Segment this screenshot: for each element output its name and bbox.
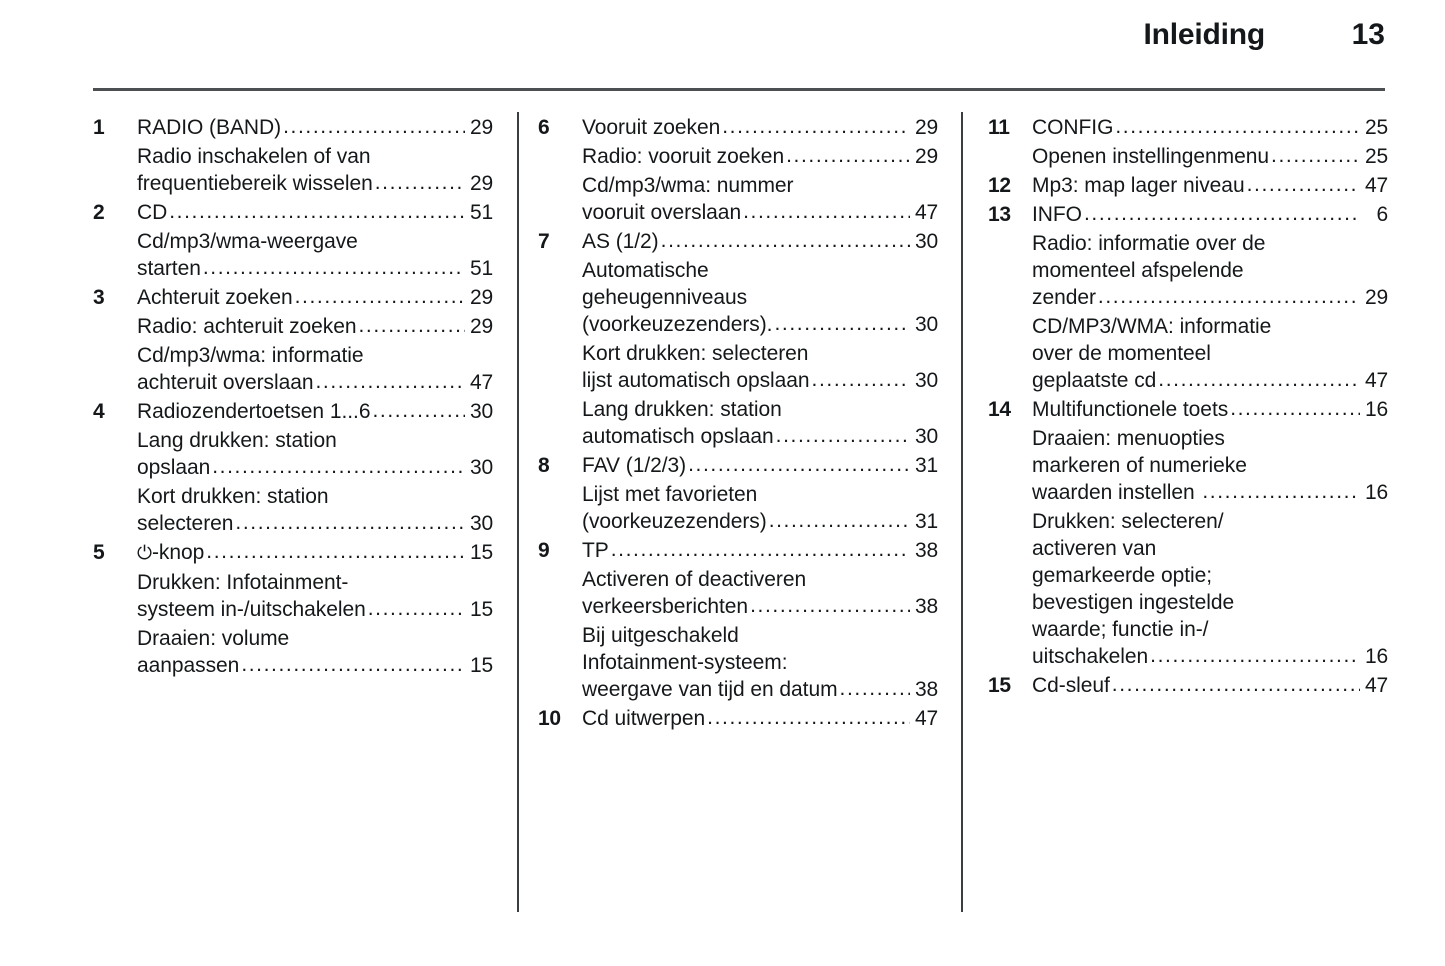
toc-entry-text-line: Lang drukken: station	[582, 398, 782, 421]
toc-entry-label: achteruit overslaan	[137, 371, 314, 394]
dot-leader	[722, 113, 910, 140]
toc-entry-last-line	[582, 676, 938, 703]
dot-leader	[203, 254, 465, 281]
toc-subentry[interactable]	[538, 172, 938, 226]
toc-entry-text-line: bevestigen ingestelde	[1032, 591, 1235, 614]
dot-leader	[206, 538, 465, 565]
toc-entry-number: 3	[93, 286, 105, 309]
toc-entry-text-line: Automatische	[582, 259, 709, 282]
toc-entry-last-line	[1032, 143, 1388, 170]
toc-column-3	[988, 112, 1388, 918]
toc-entry-page-number: 15	[470, 541, 493, 564]
column-divider-1	[517, 112, 519, 912]
toc-entry-text-line: Infotainment-systeem:	[582, 651, 788, 674]
toc-entry-page-number: 38	[915, 539, 938, 562]
toc-subentry[interactable]	[93, 313, 493, 340]
toc-entry-label: CD	[137, 201, 168, 224]
toc-entry-number: 9	[538, 539, 550, 562]
power-icon: ⏻	[137, 542, 152, 564]
toc-entry-page-number: 51	[470, 201, 493, 224]
toc-entry-number: 14	[988, 398, 1011, 421]
dot-leader	[707, 704, 910, 731]
toc-entry-label: lijst automatisch opslaan	[582, 369, 810, 392]
toc-entry-page-number: 47	[1365, 174, 1388, 197]
toc-subentry[interactable]	[93, 342, 493, 396]
toc-entry-last-line	[137, 313, 493, 340]
toc-entry-last-line	[582, 367, 938, 394]
dot-leader	[812, 366, 910, 393]
toc-entry-body	[1032, 172, 1388, 199]
dot-leader	[1247, 171, 1360, 198]
toc-entry-text-line: activeren van	[1032, 537, 1157, 560]
toc-entry-number: 15	[988, 674, 1011, 697]
dot-leader	[212, 453, 465, 480]
toc-entry-label: (voorkeuzezenders)	[582, 510, 767, 533]
toc-entry-page-number: 31	[915, 454, 938, 477]
toc-entry-last-line	[137, 510, 493, 537]
dot-leader	[786, 142, 910, 169]
toc-entry-last-line	[1032, 172, 1388, 199]
toc-entry-text-line: Kort drukken: station	[137, 485, 329, 508]
toc-entry[interactable]	[988, 201, 1388, 228]
toc-entry-page-number: 47	[915, 201, 938, 224]
toc-entry-text-line: markeren of numerieke	[1032, 454, 1247, 477]
dot-leader	[688, 451, 910, 478]
toc-entry-last-line	[137, 369, 493, 396]
toc-entry-text-line: Draaien: menuopties	[1032, 427, 1225, 450]
dot-leader	[1271, 142, 1360, 169]
dot-leader	[1202, 478, 1360, 505]
toc-subentry[interactable]	[538, 340, 938, 394]
toc-entry-body	[137, 569, 493, 623]
toc-entry-label: Achteruit zoeken	[137, 286, 293, 309]
dot-leader	[1150, 642, 1360, 669]
toc-entry-label: Radio: vooruit zoeken	[582, 145, 785, 168]
toc-entry-page-number: 16	[1365, 481, 1388, 504]
toc-entry-last-line	[1032, 367, 1388, 394]
toc-entry-label: INFO	[1032, 203, 1082, 226]
dot-leader	[235, 509, 465, 536]
toc-entry[interactable]	[988, 172, 1388, 199]
toc-entry[interactable]	[538, 114, 938, 141]
toc-entry-body	[1032, 396, 1388, 423]
toc-entry-page-number: 51	[470, 257, 493, 280]
toc-entry-body	[582, 537, 938, 564]
toc-entry-page-number: 30	[470, 512, 493, 535]
dot-leader	[1112, 671, 1360, 698]
toc-entry-label: selecteren	[137, 512, 234, 535]
toc-entry[interactable]	[538, 228, 938, 255]
toc-entry-last-line	[1032, 284, 1388, 311]
toc-entry-last-line	[1032, 672, 1388, 699]
toc-entry-page-number: 29	[470, 315, 493, 338]
toc-entry[interactable]	[538, 537, 938, 564]
dot-leader	[611, 536, 910, 563]
toc-entry-last-line	[1032, 643, 1388, 670]
toc-entry-last-line	[582, 705, 938, 732]
dot-leader	[241, 651, 465, 678]
dot-leader	[743, 198, 910, 225]
toc-entry-body	[582, 172, 938, 226]
toc-entry-text-line: Draaien: volume	[137, 627, 290, 650]
toc-entry-page-number: 38	[915, 678, 938, 701]
toc-entry-body	[137, 342, 493, 396]
header-divider-rule	[93, 88, 1385, 91]
toc-entry-page-number: 15	[470, 598, 493, 621]
toc-entry-last-line	[137, 284, 493, 311]
dot-leader	[840, 675, 910, 702]
toc-entry-last-line	[137, 454, 493, 481]
toc-entry-text-line: Lijst met favorieten	[582, 483, 758, 506]
dot-leader	[1158, 366, 1360, 393]
toc-entry-last-line	[582, 143, 938, 170]
toc-entry-label: ⏻-knop	[137, 541, 205, 564]
toc-entry-body	[137, 539, 493, 567]
toc-entry-label: automatisch opslaan	[582, 425, 774, 448]
toc-entry[interactable]	[93, 539, 493, 567]
toc-entry-text-line: Cd/mp3/wma: nummer	[582, 174, 794, 197]
toc-entry-last-line	[1032, 396, 1388, 423]
toc-entry-number: 13	[988, 203, 1011, 226]
toc-entry-page-number: 47	[470, 371, 493, 394]
dot-leader	[295, 283, 465, 310]
toc-entry-body	[582, 228, 938, 255]
toc-entry-body	[582, 705, 938, 732]
toc-entry-body	[582, 566, 938, 620]
toc-subentry[interactable]	[93, 483, 493, 537]
toc-entry-number: 10	[538, 707, 561, 730]
toc-entry-last-line	[1032, 114, 1388, 141]
toc-entry-number: 4	[93, 400, 105, 423]
toc-subentry[interactable]	[93, 143, 493, 197]
toc-entry[interactable]	[988, 114, 1388, 141]
page-header	[93, 20, 1385, 82]
toc-entry-last-line	[582, 423, 938, 450]
toc-entry-body	[1032, 508, 1388, 670]
dot-leader	[283, 113, 465, 140]
toc-entry-body	[137, 284, 493, 311]
toc-entry-page-number: 29	[470, 172, 493, 195]
toc-entry-label: Multifunctionele toets	[1032, 398, 1229, 421]
toc-entry-last-line	[1032, 479, 1388, 506]
toc-entry-number: 11	[988, 116, 1010, 139]
toc-entry-body	[1032, 114, 1388, 141]
toc-entry-number: 7	[538, 230, 550, 253]
toc-entry[interactable]	[538, 452, 938, 479]
toc-entry-last-line	[582, 311, 938, 338]
toc-entry-label: aanpassen	[137, 654, 240, 677]
toc-entry-last-line	[582, 537, 938, 564]
toc-subentry[interactable]	[93, 228, 493, 282]
toc-entry-last-line	[137, 170, 493, 197]
toc-entry-number: 2	[93, 201, 105, 224]
toc-entry-text-line: Activeren of deactiveren	[582, 568, 807, 591]
toc-entry-text-line: Bij uitgeschakeld	[582, 624, 739, 647]
toc-entry-page-number: 25	[1365, 116, 1388, 139]
toc-subentry[interactable]	[988, 143, 1388, 170]
toc-entry-page-number: 38	[915, 595, 938, 618]
toc-entry-last-line	[137, 596, 493, 623]
toc-entry-page-number: 30	[915, 313, 938, 336]
toc-entry-body	[1032, 230, 1388, 311]
toc-entry-body	[582, 396, 938, 450]
toc-entry-body	[137, 313, 493, 340]
toc-entry-text-line: geheugenniveaus	[582, 286, 748, 309]
toc-entry-page-number: 16	[1365, 645, 1388, 668]
toc-entry-text-line: Drukken: selecteren/	[1032, 510, 1224, 533]
toc-entry-body	[582, 481, 938, 535]
toc-entry-text-line: CD/MP3/WMA: informatie	[1032, 315, 1272, 338]
dot-leader	[776, 422, 910, 449]
toc-entry-last-line	[582, 228, 938, 255]
toc-entry-body	[582, 622, 938, 703]
dot-leader	[368, 595, 465, 622]
toc-entry-page-number: 15	[470, 654, 493, 677]
toc-entry-label: opslaan	[137, 456, 211, 479]
dot-leader	[375, 169, 465, 196]
toc-entry-last-line	[137, 199, 493, 226]
toc-entry-body	[137, 483, 493, 537]
dot-leader	[1115, 113, 1360, 140]
toc-entry-page-number: 29	[1365, 286, 1388, 309]
toc-entry-text-line: Radio inschakelen of van	[137, 145, 371, 168]
toc-entry-body	[582, 114, 938, 141]
toc-column-1	[93, 112, 493, 918]
dot-leader	[769, 507, 910, 534]
toc-entry-label: (voorkeuzezenders).	[582, 313, 773, 336]
toc-entry-label: geplaatste cd	[1032, 369, 1157, 392]
toc-entry-label: verkeersberichten	[582, 595, 749, 618]
toc-entry-number: 5	[93, 541, 105, 564]
toc-entry-last-line	[137, 398, 493, 425]
toc-entry-body	[582, 143, 938, 170]
toc-entry-label: systeem in-/uitschakelen	[137, 598, 366, 621]
toc-entry-body	[1032, 672, 1388, 699]
toc-entry-last-line	[1032, 201, 1388, 228]
toc-entry-page-number: 29	[470, 286, 493, 309]
column-divider-2	[961, 112, 963, 912]
toc-entry-label: frequentiebereik wisselen	[137, 172, 373, 195]
toc-entry-page-number: 30	[915, 369, 938, 392]
toc-subentry[interactable]	[538, 257, 938, 338]
toc-entry-text-line: over de momenteel	[1032, 342, 1211, 365]
toc-entry-label: Cd uitwerpen	[582, 707, 706, 730]
toc-entry-label: AS (1/2)	[582, 230, 659, 253]
toc-entry-label: waarden instellen	[1032, 481, 1201, 504]
dot-leader	[661, 227, 910, 254]
toc-entry-last-line	[582, 593, 938, 620]
toc-entry-page-number: 30	[470, 456, 493, 479]
toc-entry-text-line: Radio: informatie over de	[1032, 232, 1266, 255]
toc-entry[interactable]	[988, 672, 1388, 699]
toc-entry[interactable]	[93, 114, 493, 141]
toc-entry-body	[137, 398, 493, 425]
toc-entry-page-number: 47	[1365, 369, 1388, 392]
toc-entry-number: 6	[538, 116, 550, 139]
toc-entry-text-line: momenteel afspelende	[1032, 259, 1244, 282]
toc-entry-body	[137, 143, 493, 197]
toc-subentry[interactable]	[538, 143, 938, 170]
dot-leader	[169, 198, 465, 225]
toc-entry-body	[582, 340, 938, 394]
toc-entry-body	[1032, 313, 1388, 394]
toc-columns	[0, 112, 1445, 918]
page-number: 13	[1351, 18, 1385, 51]
toc-entry-label: TP	[582, 539, 609, 562]
dot-leader	[1084, 200, 1360, 227]
toc-entry-page-number: 16	[1365, 398, 1388, 421]
toc-subentry[interactable]	[538, 622, 938, 703]
toc-subentry[interactable]	[538, 481, 938, 535]
toc-entry-text-line: waarde; functie in-/	[1032, 618, 1209, 641]
toc-entry-page-number: 6	[1376, 203, 1388, 226]
dot-leader	[372, 397, 465, 424]
toc-entry-last-line	[582, 199, 938, 226]
toc-entry-last-line	[582, 508, 938, 535]
toc-entry-label: CONFIG	[1032, 116, 1114, 139]
toc-entry-label: FAV (1/2/3)	[582, 454, 687, 477]
toc-entry-last-line	[137, 255, 493, 282]
toc-entry[interactable]	[93, 284, 493, 311]
toc-entry-label: Openen instellingenmenu	[1032, 145, 1270, 168]
toc-entry-label: Mp3: map lager niveau	[1032, 174, 1245, 197]
toc-entry-label: starten	[137, 257, 201, 280]
toc-entry-body	[137, 114, 493, 141]
toc-entry-page-number: 47	[915, 707, 938, 730]
toc-entry-last-line	[137, 114, 493, 141]
dot-leader	[774, 310, 910, 337]
toc-entry-body	[1032, 143, 1388, 170]
toc-entry-label: uitschakelen	[1032, 645, 1149, 668]
toc-entry-label: Cd-sleuf	[1032, 674, 1110, 697]
toc-subentry[interactable]	[93, 569, 493, 623]
toc-subentry[interactable]	[538, 396, 938, 450]
toc-entry-text-line: gemarkeerde optie;	[1032, 564, 1213, 587]
toc-subentry[interactable]	[988, 425, 1388, 506]
toc-entry[interactable]	[93, 199, 493, 226]
toc-entry-page-number: 29	[470, 116, 493, 139]
toc-entry-page-number: 30	[470, 400, 493, 423]
dot-leader	[315, 368, 465, 395]
toc-entry-body	[582, 452, 938, 479]
toc-entry-page-number: 30	[915, 425, 938, 448]
dot-leader	[358, 312, 465, 339]
dot-leader	[750, 592, 910, 619]
toc-entry-page-number: 30	[915, 230, 938, 253]
toc-entry-last-line	[137, 652, 493, 679]
toc-entry-text-line: Drukken: Infotainment-	[137, 571, 349, 594]
toc-entry-page-number: 29	[915, 116, 938, 139]
toc-entry-page-number: 31	[915, 510, 938, 533]
toc-column-2	[538, 112, 938, 918]
toc-entry-last-line	[137, 539, 493, 567]
toc-entry-number: 1	[93, 116, 105, 139]
toc-subentry[interactable]	[988, 508, 1388, 670]
page-title: Inleiding	[1143, 18, 1265, 51]
toc-entry-body	[582, 257, 938, 338]
toc-entry-text-line: Cd/mp3/wma-weergave	[137, 230, 358, 253]
toc-entry-body	[137, 228, 493, 282]
toc-entry-page-number: 47	[1365, 674, 1388, 697]
toc-subentry[interactable]	[988, 313, 1388, 394]
toc-entry-text-line: Kort drukken: selecteren	[582, 342, 809, 365]
toc-entry[interactable]	[538, 705, 938, 732]
toc-entry-label: Radio: achteruit zoeken	[137, 315, 357, 338]
toc-subentry[interactable]	[93, 625, 493, 679]
toc-entry-body	[137, 199, 493, 226]
dot-leader	[1098, 283, 1360, 310]
toc-entry-label: Radiozendertoetsen 1...6	[137, 400, 371, 423]
toc-subentry[interactable]	[93, 427, 493, 481]
toc-entry-body	[137, 427, 493, 481]
toc-entry[interactable]	[988, 396, 1388, 423]
toc-entry-label: RADIO (BAND)	[137, 116, 282, 139]
toc-entry-text-line: Lang drukken: station	[137, 429, 337, 452]
toc-entry-body	[1032, 425, 1388, 506]
toc-subentry[interactable]	[538, 566, 938, 620]
dot-leader	[1230, 395, 1360, 422]
toc-entry-text-line: Cd/mp3/wma: informatie	[137, 344, 364, 367]
toc-entry-last-line	[582, 452, 938, 479]
toc-entry-number: 8	[538, 454, 550, 477]
toc-entry-body	[1032, 201, 1388, 228]
toc-entry[interactable]	[93, 398, 493, 425]
toc-entry-label: weergave van tijd en datum	[582, 678, 838, 701]
toc-entry-label: vooruit overslaan	[582, 201, 742, 224]
toc-subentry[interactable]	[988, 230, 1388, 311]
toc-entry-page-number: 25	[1365, 145, 1388, 168]
toc-entry-body	[137, 625, 493, 679]
toc-entry-label: Vooruit zoeken	[582, 116, 721, 139]
toc-entry-label: zender	[1032, 286, 1096, 309]
toc-entry-number: 12	[988, 174, 1011, 197]
toc-entry-last-line	[582, 114, 938, 141]
toc-entry-page-number: 29	[915, 145, 938, 168]
